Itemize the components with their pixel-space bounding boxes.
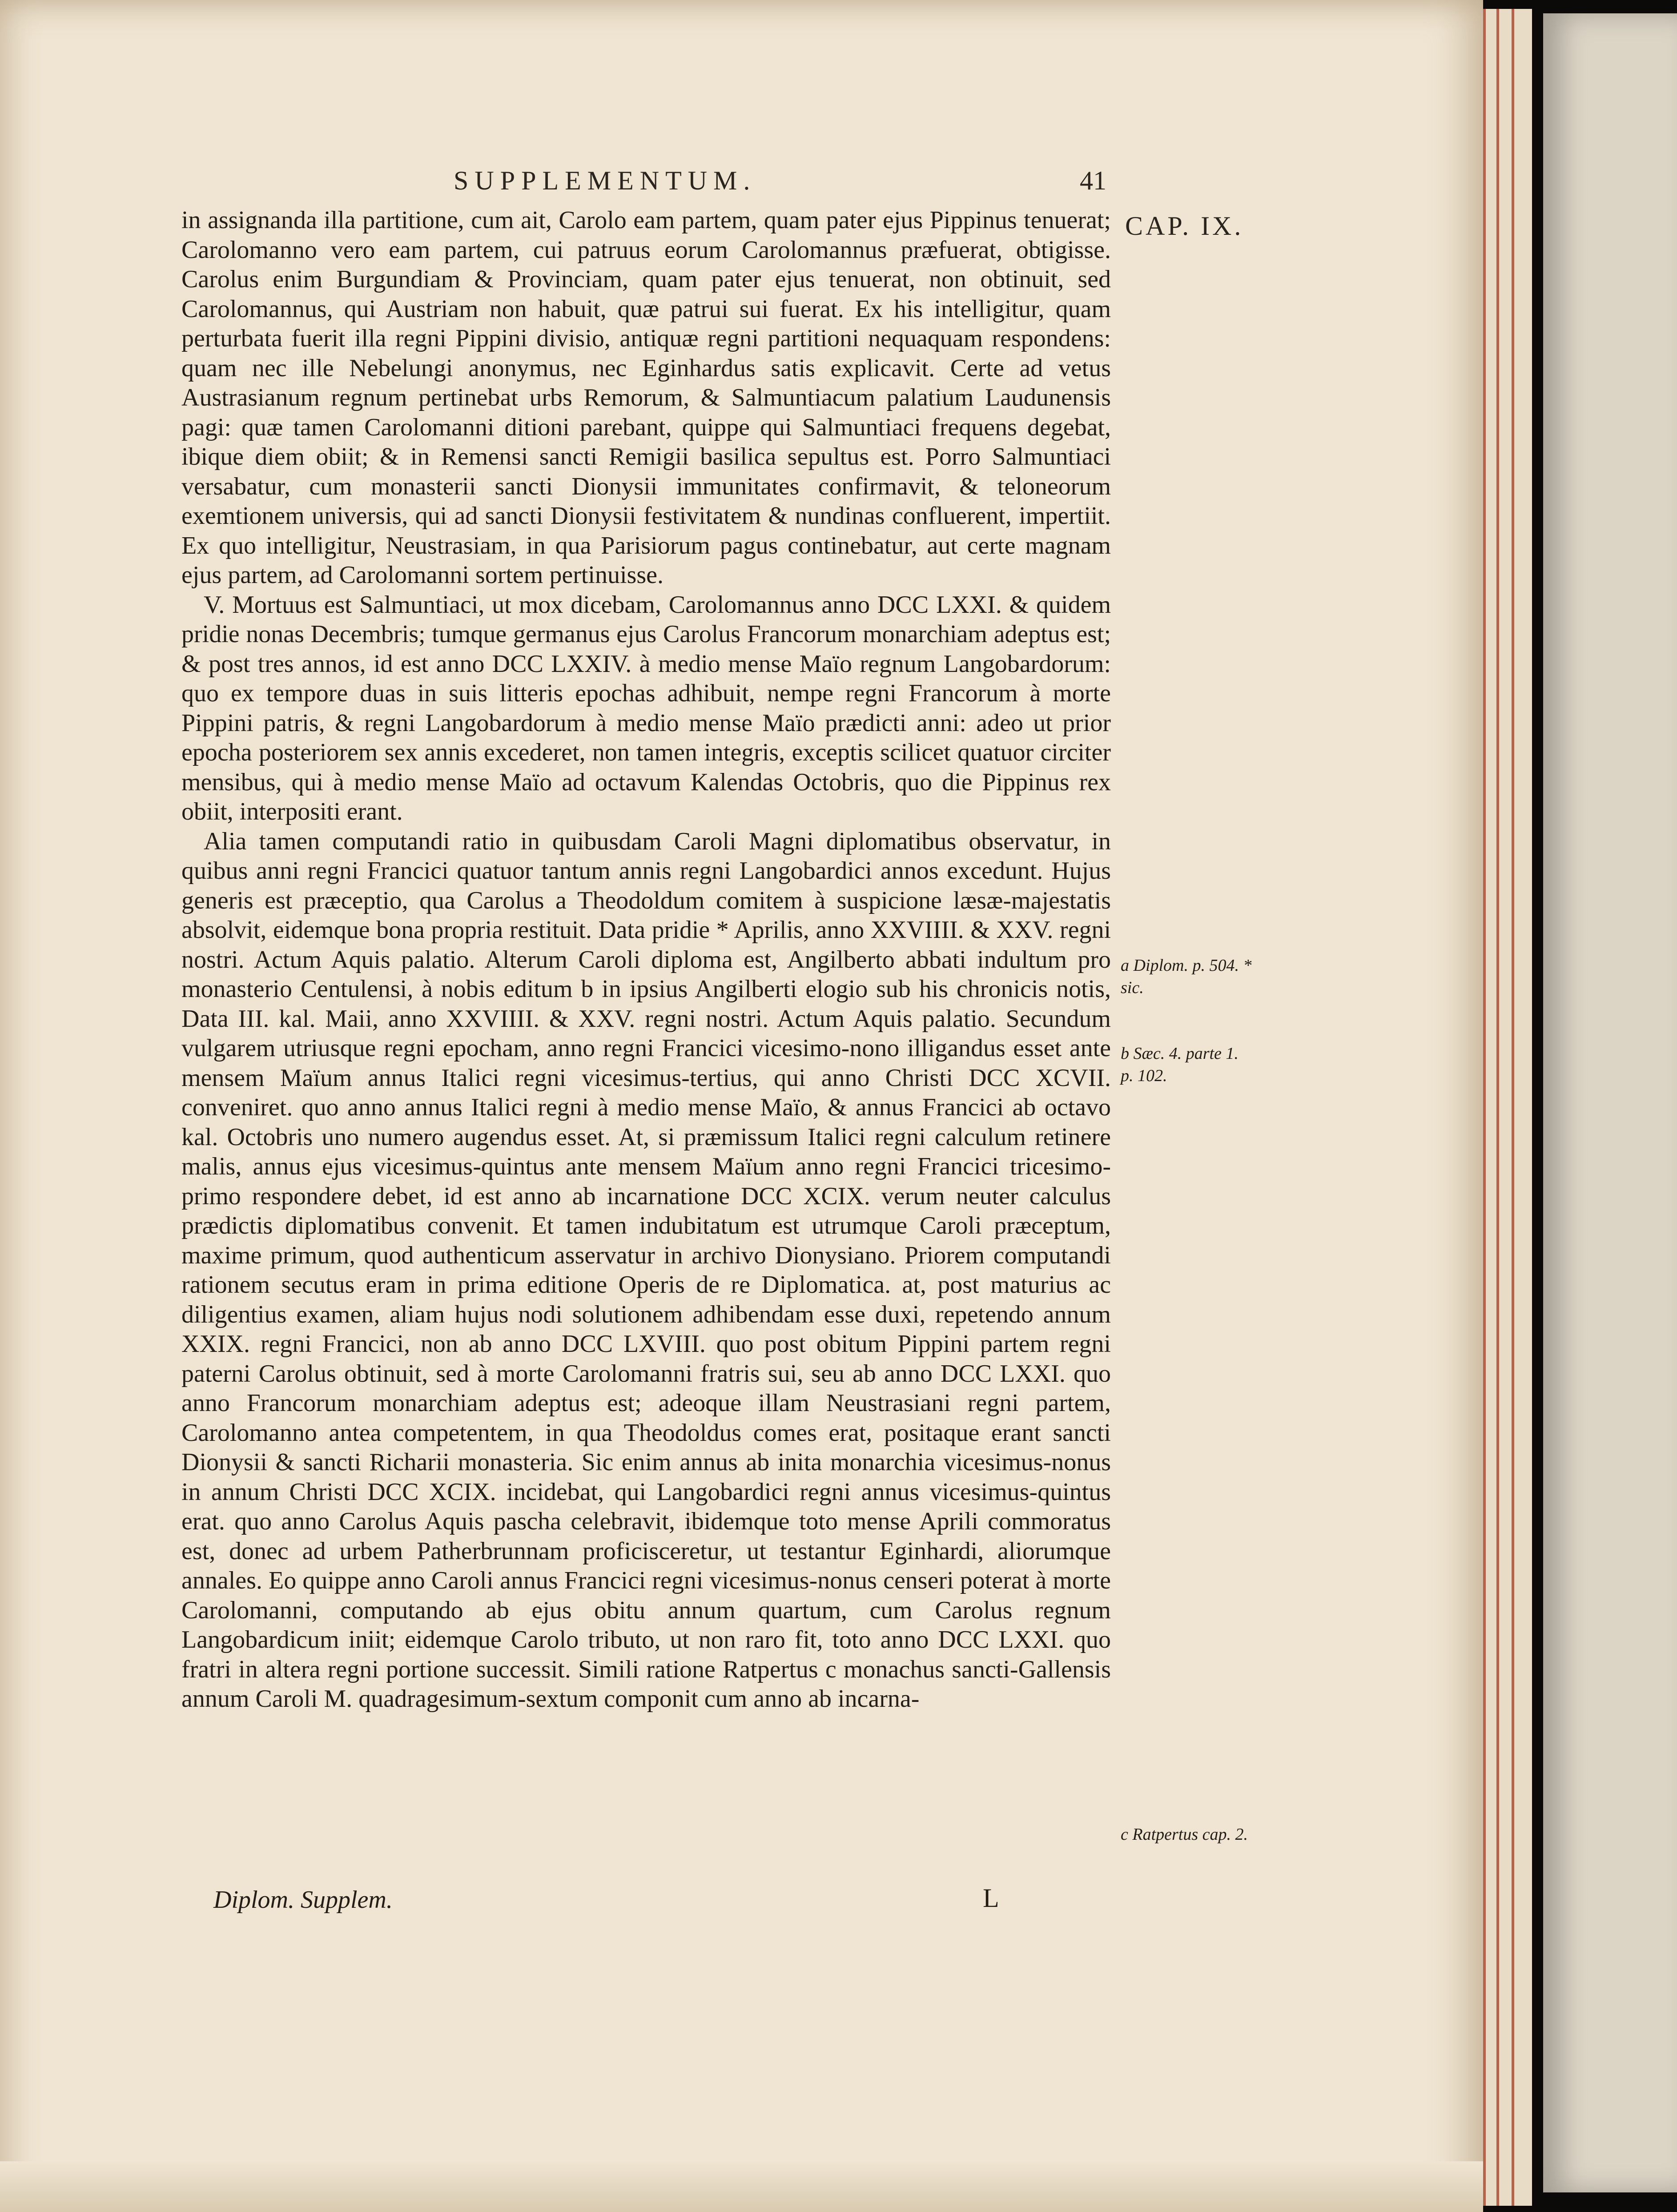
page-edges <box>1483 9 1514 2206</box>
page-edge-2 <box>1496 9 1512 2206</box>
running-title: SUPPLEMENTUM. <box>454 166 756 195</box>
page-edge-3 <box>1512 9 1532 2206</box>
paragraph-2: V. Mortuus est Salmuntiaci, ut mox dicebam, Carolomannus anno DCC LXXI. & quidem pridie nonas Decembris; tumque germanus ejus Carolus Francorum monarchiam adeptus est; & post tres annos, id est anno DCC LXXIV. à medio mense Maïo regnum Langobardorum: quo ex tempore duas in suis litteris epochas adhibuit, nempe regni Francorum à morte Pippini patris, & regni Langobardorum à medio mense Maïo prædicti anni: adeo ut prior epocha posteriorem sex annis excederet, non tamen integris, exceptis scilicet quatuor circiter mensibus, qui à medio mense Maïo ad octavum Kalendas Octobris, quo die Pippinus rex obiit, interpositi erant. <box>181 591 1111 825</box>
page-number: 41 <box>1080 166 1106 195</box>
book-cover <box>1543 13 1677 2192</box>
margin-note-c: c Ratpertus cap. 2. <box>1121 1825 1248 1844</box>
paragraph-1: in assignanda illa partitione, cum ait, Carolo eam partem, quam pater ejus Pippinus tenuerat; Carolomanno vero eam partem, cui patruus eorum Carolomannus præfuerat, obtigisse. Carolus enim Burgundiam & Provinciam, quam pater ejus tenuerat, non obtinuit, sed Carolomannus, qui Austriam non habuit, quæ patrui sui fuerat. Ex his intelligitur, quam perturbata fuerit illa regni Pippini divisio, antiquæ regni partitioni nequaquam respondens: quam nec ille Nebelungi anonymus, nec Eginhardus satis explicavit. Certe ad vetus Austrasianum regnum pertinebat urbs Remorum, & Salmuntiacum palatium Laudunensis pagi: quæ tamen Carolomanni ditioni parebant, quippe qui Salmuntiaci frequens degebat, ibique diem obiit; & in Remensi sancti Remigii basilica sepultus est. Porro Salmuntiaci versabatur, cum monasterii sancti Dionysii immunitates confirmavit, & teloneorum exemtionem universis, qui ad sancti Dionysii festivitatem & nundinas confluerent, impertiit. Ex quo intelligitur, Neustrasiam, in qua Parisiorum pagus continebatur, aut certe magnam ejus partem, ad Carolomanni sortem pertinuisse. <box>181 206 1111 589</box>
footer-title: Diplom. Supplem. <box>213 1886 393 1914</box>
chapter-heading: CAP. IX. <box>1125 211 1244 241</box>
body-text <box>181 205 1111 1714</box>
margin-note-b: b Sæc. 4. parte 1. p. 102. <box>1121 1044 1239 1085</box>
paragraph-3: Alia tamen computandi ratio in quibusdam Caroli Magni diplomatibus observatur, in quibus anni regni Francici quatuor tantum annis regni Langobardici annos excedunt. Hujus generis est præceptio, qua Carolus a Theodoldum comitem à suspicione læsæ-majestatis absolvit, eidemque bona propria restituit. Data pridie * Aprilis, anno XXVIIII. & XXV. regni nostri. Actum Aquis palatio. Alterum Caroli diploma est, Angilberto abbati indultum pro monasterio Centulensi, à nobis editum b in ipsius Angilberti elogio sub his chronicis notis, Data III. kal. Maii, anno XXVIIII. & XXV. regni nostri. Actum Aquis palatio. Secundum vulgarem utriusque regni epocham, anno regni Francici vicesimo-nono illigandus esset ante mensem Maïum annus Italici regni vicesimus-tertius, qui anno Christi DCC XCVII. conveniret. quo anno annus Italici regni à medio mense Maïo, & annus Francici ab octavo kal. Octobris uno numero augendus esset. At, si præmissum Italici regni calculum retinere malis, annus ejus vicesimus-quintus ante mensem Maïum anno regni Francici tricesimo-primo respondere debet, id est anno ab incarnatione DCC XCIX. verum neuter calculus prædictis diplomatibus convenit. Et tamen indubitatum est utrumque Caroli præceptum, maxime primum, quod authenticum asservatur in archivo Dionysiano. Priorem computandi rationem secutus eram in prima editione Operis de re Diplomatica. at, post maturius ac diligentius examen, aliam hujus nodi solutionem adhibendam esse duxi, repetendo annum XXIX. regni Francici, non ab anno DCC LXVIII. quo post obitum Pippini partem regni paterni Carolus obtinuit, sed à morte Carolomanni fratris sui, seu ab anno DCC LXXI. quo anno Francorum monarchiam adeptus est; adeoque illam Neustrasiani regni partem, Carolomanno antea competentem, in qua Theodoldus comes erat, positaque erant sancti Dionysii & sancti Richarii monasteria. Sic enim annus ab inita monarchia vicesimus-nonus in annum Christi DCC XCIX. incidebat, qui Langobardici regni annus vicesimus-quintus erat. quo anno Carolus Aquis pascha celebravit, ibidemque toto mense Aprili commoratus est, donec ad urbem Patherbrunnam proficisceretur, ut testantur Eginhardi, aliorumque annales. Eo quippe anno Caroli annus Francici regni vicesimus-nonus censeri poterat à morte Carolomanni, computando ab ejus obitu annum quartum, cum Carolus regnum Langobardicum iniit; eidemque Carolo tributo, ut non raro fit, toto anno DCC LXXI. quo fratri in altera regni portione successit. Simili ratione Ratpertus c monachus sancti-Gallensis annum Caroli M. quadragesimum-sextum componit cum anno ab incarna- <box>181 827 1111 1713</box>
signature-mark: L <box>983 1883 999 1913</box>
page-edge-1 <box>1483 9 1498 2206</box>
page-bottom-shade <box>0 2161 1483 2212</box>
margin-note-a: a Diplom. p. 504. * sic. <box>1121 956 1252 997</box>
